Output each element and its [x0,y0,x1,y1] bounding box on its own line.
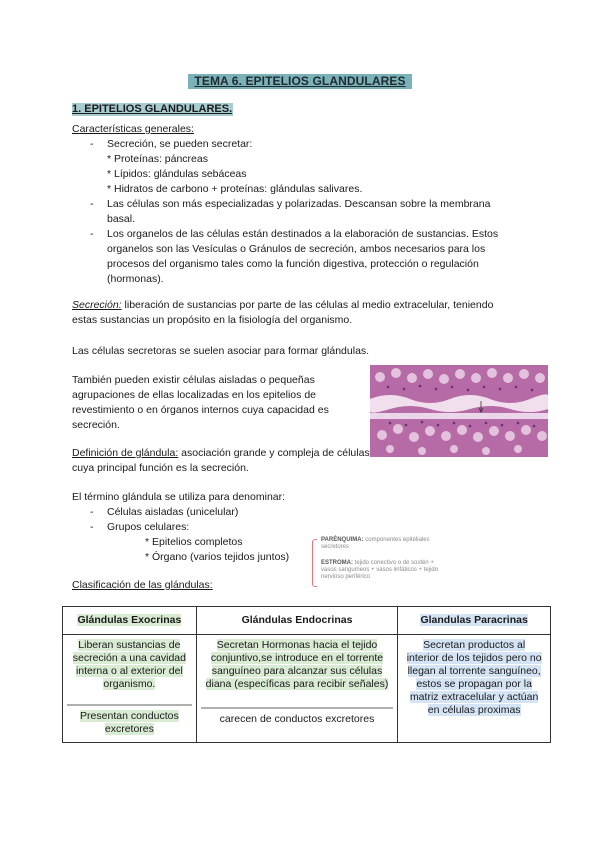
para-description: Secretan productos al interior de los tejidos pero no llegan al torrente sanguíneo, estos se propagan por la matriz extracelular y actúan en células proximas [406,639,542,716]
list-item: Secreción, se pueden secretar: [107,138,253,150]
estroma-term: ESTROMA: [321,560,353,566]
brace-icon [312,539,317,587]
clasificacion-heading: Clasificación de las glándulas: [72,579,213,591]
list-item-continued: procesos del organismo tales como la función digestiva, protección o regulación [107,258,479,270]
secrecion-text: liberación de sustancias por parte de las células al medio extracelular, teniendo [121,299,494,311]
header-exocrinas: Glándulas Exocrinas [63,607,197,635]
epithelium-micrograph-image [370,365,548,457]
list-item: Las células son más especializadas y polarizadas. Descansan sobre la membrana [107,198,491,210]
termino-intro: El término glándula se utiliza para denominar: [72,491,286,503]
page-title: TEMA 6. EPITELIOS GLANDULARES [188,74,412,89]
caracteristicas-list [90,137,530,287]
cell-exocrinas [63,635,197,743]
glandulas-table [62,606,551,743]
section-heading: 1. EPITELIOS GLANDULARES. [72,103,233,115]
header-paracrinas: Glandulas Paracrinas [398,607,551,635]
list-subitem: * Epitelios completos [145,536,243,548]
exo-description: Liberan sustancias de secreción a una cavidad interna o al exterior del organismo. [72,639,186,690]
list-bullet: - [90,506,94,518]
caracteristicas-heading: Características generales: [72,123,194,135]
secrecion-text-line2: estas sustancias un propósito en la fisiología del organismo. [72,314,353,326]
definicion-text-line2: cuya principal función es la secreción. [72,462,249,474]
exo-conductos: Presentan conductos excretores [80,710,179,735]
list-item: Células aisladas (unicelular) [107,506,239,518]
endo-conductos: carecen de conductos excretores [219,713,375,725]
definicion-text: asociación grande y compleja de células [178,447,370,459]
list-bullet: - [90,198,94,210]
asociacion-paragraph: Las células secretoras se suelen asociar para formar glándulas. [72,345,370,357]
table-row [63,635,551,743]
aisladas-line: revestimiento o en órganos internos cuya capacidad es [72,404,329,416]
parenquima-text: componentes epiteliales [363,537,430,543]
list-item: Grupos celulares: [107,521,190,533]
definicion-glandula [72,446,402,461]
list-item-continued: (hormonas). [107,273,164,285]
list-item: Los organelos de las células están destinados a la elaboración de sustancias. Estos [107,228,499,240]
list-subitem: * Proteínas: páncreas [107,153,208,165]
secrecion-term: Secreción: [72,299,122,311]
cell-paracrinas [398,635,551,743]
list-subitem: * Lípidos: glándulas sebáceas [107,168,247,180]
endo-description: Secretan Hormonas hacia el tejido conjuntivo,se introduce en el torrente sanguíneo para alcanzar sus células diana (específicas para recibir señales) [205,639,389,690]
cell-endocrinas [196,635,398,743]
list-bullet: - [90,228,94,240]
parenquima-estroma-diagram [312,533,472,595]
list-bullet: - [90,521,94,533]
aisladas-line: También pueden existir células aisladas o pequeñas [72,374,315,386]
table-header-row [63,607,551,635]
aisladas-line: agrupaciones de ellas localizadas en los epitelios de [72,389,316,401]
parenquima-term: PARÉNQUIMA: [321,537,364,543]
micrograph-drawing [370,365,548,457]
estroma-text-2: vasos sanguíneos + vasos linfáticos + tejido [321,567,439,573]
list-subitem: * Órgano (varios tejidos juntos) [145,551,290,563]
secrecion-definition [72,298,542,313]
list-subitem: * Hidratos de carbono + proteínas: glándulas salivares. [107,183,363,195]
termino-list [90,505,320,565]
definicion-term: Definición de glándula: [72,447,179,459]
estroma-text: tejido conectivo o de sostén + [353,560,434,566]
header-endocrinas: Glándulas Endocrinas [196,607,398,635]
list-item-continued: basal. [107,213,136,225]
list-bullet: - [90,138,94,150]
estroma-text-3: nervioso periférico [321,574,371,580]
list-item-continued: organelos son las Vesículas o Gránulos de secreción, ambos necesarios para los [107,243,486,255]
aisladas-line: secreción. [72,419,120,431]
parenquima-text-2: secretores [321,544,350,550]
